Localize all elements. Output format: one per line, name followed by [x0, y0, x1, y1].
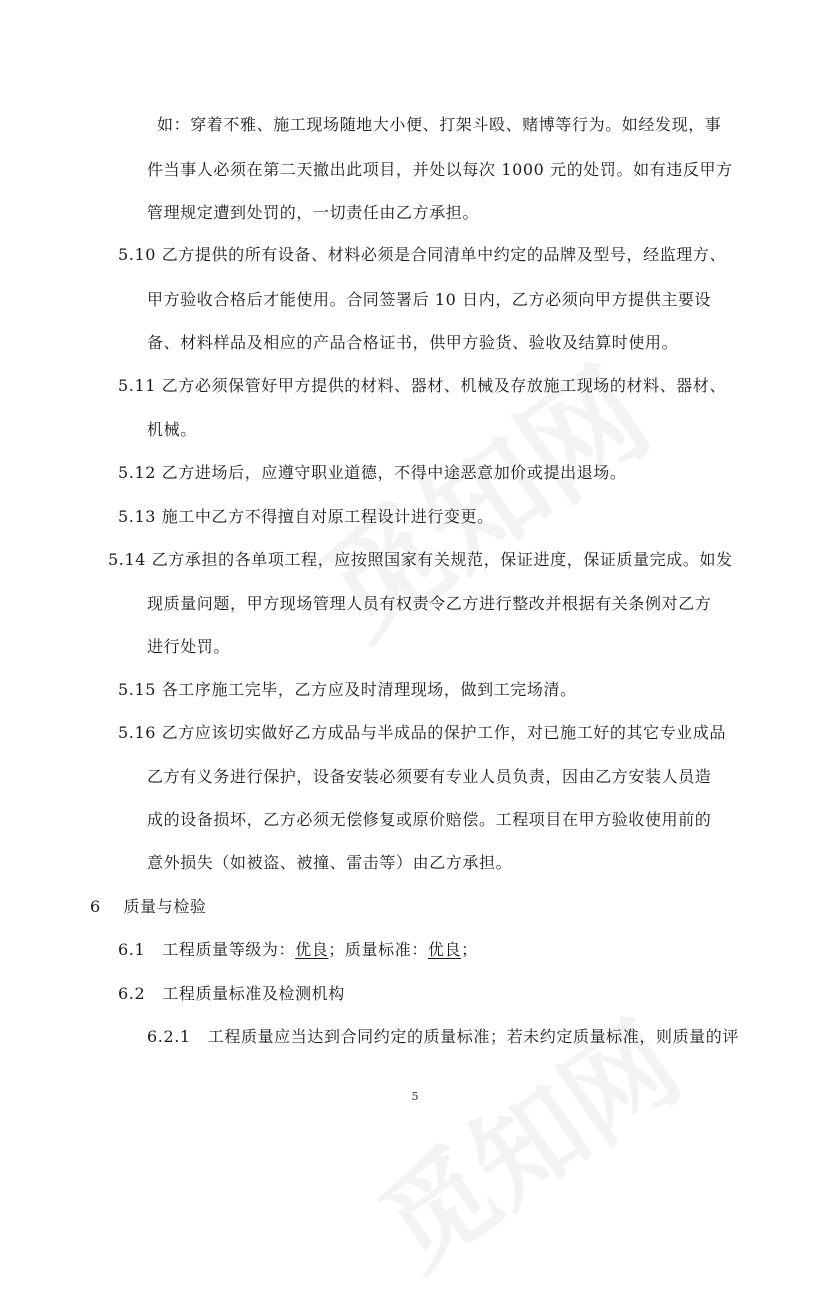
clause-5-14: 5.14 乙方承担的各单项工程，应按照国家有关规范，保证进度，保证质量完成。如发 — [108, 550, 733, 569]
watermark-logo — [283, 322, 677, 669]
quality-grade-value: 优良 — [295, 940, 329, 959]
clause-6-2: 6.2 工程质量标准及检测机构 — [118, 984, 345, 1003]
clause-5-13: 5.13 施工中乙方不得擅自对原工程设计进行变更。 — [118, 507, 494, 526]
clause-5-11: 5.11 乙方必须保管好甲方提供的材料、器材、机械及存放施工现场的材料、器材、 — [118, 376, 727, 395]
clause-6-1 — [118, 940, 478, 960]
paragraph-line: 成的设备损坏，乙方必须无偿修复或原价赔偿。工程项目在甲方验收使用前的 — [147, 810, 712, 829]
paragraph-line: 如：穿着不雅、施工现场随地大小便、打架斗殴、赌博等行为。如经发现，事 — [157, 115, 722, 134]
paragraph-line: 意外损失（如被盗、被撞、雷击等）由乙方承担。 — [147, 853, 513, 872]
paragraph-line: 进行处罚。 — [147, 637, 231, 656]
clause-5-12: 5.12 乙方进场后，应遵守职业道德，不得中途恶意加价或提出退场。 — [118, 463, 627, 482]
paragraph-line: 件当事人必须在第二天撤出此项目，并处以每次 1000 元的处罚。如有违反甲方 — [147, 160, 733, 179]
clause-5-15: 5.15 各工序施工完毕，乙方应及时清理现场，做到工完场清。 — [118, 680, 577, 699]
clause-6-1-suffix: ； — [461, 940, 478, 959]
paragraph-line: 机械。 — [147, 420, 197, 439]
paragraph-line: 管理规定遭到处罚的，一切责任由乙方承担。 — [147, 203, 480, 222]
paragraph-line: 乙方有义务进行保护，设备安装必须要有专业人员负责，因由乙方安装人员造 — [147, 767, 712, 786]
clause-6-1-prefix: 6.1 工程质量等级为： — [118, 940, 296, 959]
quality-standard-value: 优良 — [427, 940, 462, 959]
page-number: 5 — [411, 1090, 419, 1103]
clause-5-16: 5.16 乙方应该切实做好乙方成品与半成品的保护工作，对已施工好的其它专业成品 — [118, 723, 727, 742]
paragraph-line: 现质量问题，甲方现场管理人员有权责令乙方进行整改并根据有关条例对乙方 — [147, 594, 712, 613]
section-heading-6: 6 质量与检验 — [90, 897, 207, 916]
clause-6-2-1: 6.2.1 工程质量应当达到合同约定的质量标准；若未约定质量标准，则质量的评 — [147, 1027, 739, 1046]
clause-6-1-mid: ；质量标准： — [328, 940, 428, 959]
paragraph-line: 甲方验收合格后才能使用。合同签署后 10 日内，乙方必须向甲方提供主要设 — [147, 290, 712, 309]
clause-5-10: 5.10 乙方提供的所有设备、材料必须是合同清单中约定的品牌及型号，经监理方、 — [118, 245, 727, 264]
paragraph-line: 备、材料样品及相应的产品合格证书，供甲方验货、验收及结算时使用。 — [147, 333, 679, 352]
